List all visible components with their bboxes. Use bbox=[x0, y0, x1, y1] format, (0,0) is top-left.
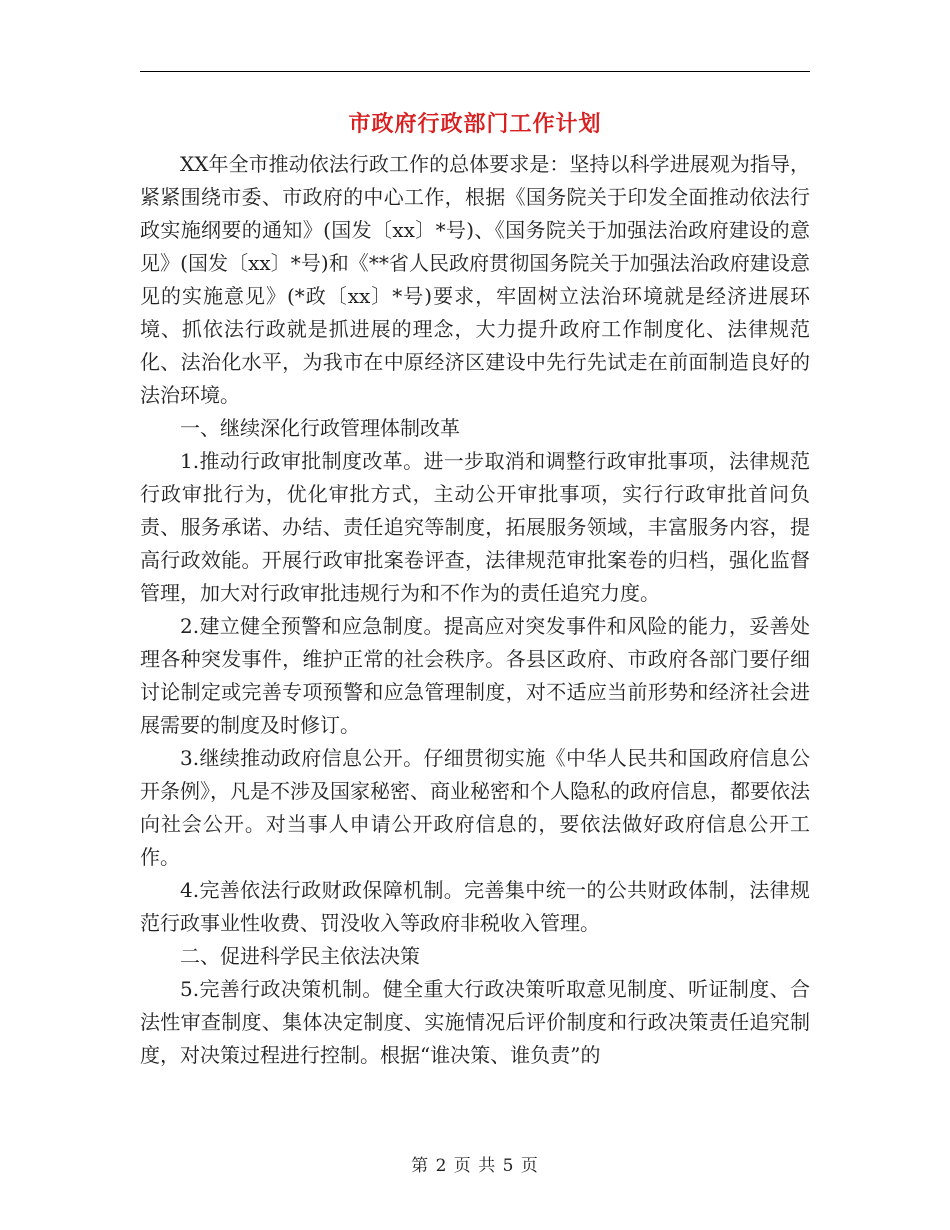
item-paragraph-4: 4.完善依法行政财政保障机制。完善集中统一的公共财政体制，法律规范行政事业性收费、罚没收入等政府非税收入管理。 bbox=[140, 878, 810, 935]
section-heading-2: 二、促进科学民主依法决策 bbox=[180, 944, 420, 968]
item-paragraph-5: 5.完善行政决策机制。健全重大行政决策听取意见制度、听证制度、合法性审查制度、集体决定制度、实施情况后评价制度和行政决策责任追究制度，对决策过程进行控制。根据“谁决策、谁负责”的 bbox=[140, 977, 810, 1067]
item-paragraph-3: 3.继续推动政府信息公开。仔细贯彻实施《中华人民共和国政府信息公开条例》，凡是不涉及国家秘密、商业秘密和个人隐私的政府信息，都要依法向社会公开。对当事人申请公开政府信息的，要依法做好政府信息公开工作。 bbox=[140, 746, 810, 869]
document-body bbox=[140, 148, 810, 1110]
page-number: 第 2 页 共 5 页 bbox=[411, 1156, 539, 1176]
document-title: 市政府行政部门工作计划 bbox=[348, 112, 602, 137]
header-rule bbox=[140, 71, 810, 72]
intro-paragraph: XX年全市推动依法行政工作的总体要求是：坚持以科学进展观为指导，紧紧围绕市委、市政府的中心工作，根据《国务院关于印发全面推动依法行政实施纲要的通知》(国发〔xx〕*号)、《国务院关于加强法治政府建设的意见》(国发〔xx〕*号)和《**省人民政府贯彻国务院关于加强法治政府建设意见的实施意见》(*政〔xx〕*号)要求，牢固树立法治环境就是经济进展环境、抓依法行政就是抓进展的理念，大力提升政府工作制度化、法律规范化、法治化水平，为我市在中原经济区建设中先行先试走在前面制造良好的法治环境。 bbox=[140, 152, 810, 407]
item-paragraph-2: 2.建立健全预警和应急制度。提高应对突发事件和风险的能力，妥善处理各种突发事件，维护正常的社会秩序。各县区政府、市政府各部门要仔细讨论制定或完善专项预警和应急管理制度，对不适应当前形势和经济社会进展需要的制度及时修订。 bbox=[140, 614, 810, 737]
item-paragraph-1: 1.推动行政审批制度改革。进一步取消和调整行政审批事项，法律规范行政审批行为，优化审批方式，主动公开审批事项，实行行政审批首问负责、服务承诺、办结、责任追究等制度，拓展服务领域，丰富服务内容，提高行政效能。开展行政审批案卷评查，法律规范审批案卷的归档，强化监督管理，加大对行政审批违规行为和不作为的责任追究力度。 bbox=[140, 449, 810, 605]
section-heading-1: 一、继续深化行政管理体制改革 bbox=[180, 416, 460, 440]
